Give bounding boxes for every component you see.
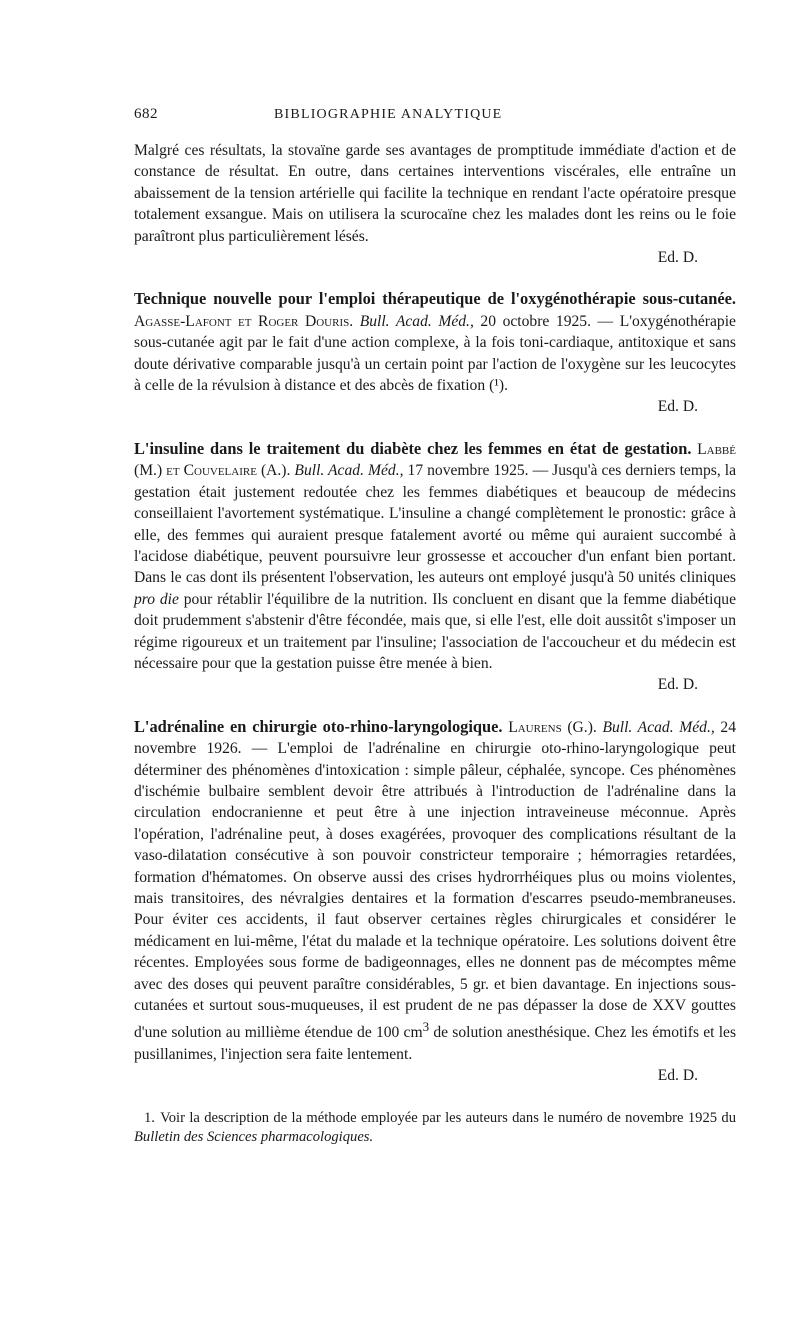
article-title: L'insuline dans le traitement du diabète chez les femmes en état de gestation. [134, 438, 692, 458]
article-journal: Bull. Acad. Méd., [359, 312, 474, 330]
superscript-three: 3 [422, 1019, 430, 1035]
article-signature: Ed. D. [657, 676, 698, 694]
footnote-journal: Bulletin des Sciences pharmacologiques. [134, 1128, 374, 1145]
article-insuline [134, 438, 736, 696]
article-adrenaline [134, 716, 736, 1087]
footnote-reference: (¹). [489, 377, 509, 395]
article-body: 17 novembre 1925. — Jusqu'à ces derniers temps, la gestation était justement redoutée chez les femmes diabétiques et beaucoup de médecins conseillaient l'avortement systématique. L'insuline a changé complètement le pronostic: grâce à elle, des femmes qui auraient presque fatalement avorté ou même qui auraient succombé à l'acidose diabétique, peuvent poursuivre leur grossesse et accoucher d'un enfant bien portant. Dans le cas dont ils présentent l'observation, les auteurs ont employé jusqu'à 50 unités cliniques [134, 462, 737, 587]
article-body: 24 novembre 1926. — L'emploi de l'adrénaline en chirurgie oto-rhino-laryngologique peut déterminer des phénomènes d'intoxication : simple pâleur, céphalée, syncope. Ces phénomènes d'ischémie bulbaire semblent devoir être attribués à l'introduction de l'adrénaline dans la circulation endocranienne et peut être à une injection intraveineuse méconnue. Après l'opération, l'adrénaline peut, à doses exagérées, provoquer des complications résultant de la vaso-dilatation consécutive à son pouvoir constricteur temporaire ; hémorragies retardées, formation d'hématomes. On observe aussi des crises hydrorrhéiques plus ou moins violentes, mais transitoires, des névralgies dentaires et la formation d'escarres pseudo-membraneuses. Pour éviter ces accidents, il faut observer certaines règles chirurgicales et considérer le médicament en lui-même, l'état du malade et la technique opératoire. Les solutions doivent être récentes. Employées sous forme de badigeonnages, elles ne donnent pas de mécomptes même avec des doses qui peuvent paraître considérables, 5 gr. et bien davantage. En injections sous-cutanées et surtout sous-muqueuses, il est prudent de ne pas dépasser la dose de XXV gouttes d'une solution au millième étendue de 100 cm [134, 718, 736, 1042]
article-authors: Laurens (G.). [508, 718, 597, 736]
article-journal: Bull. Acad. Méd., [294, 462, 404, 480]
running-title: BIBLIOGRAPHIE ANALYTIQUE [274, 107, 503, 122]
article-authors: Labbé (M.) et Couvelaire (A.). [134, 440, 736, 480]
intro-text: Malgré ces résultats, la stovaïne garde ses avantages de promptitude immédiate d'action et de constance de résultat. En outre, dans certaines interventions viscérales, elle entraîne un abaissement de la tension artérielle qui facilite la technique en rendant l'acte opératoire presque totalement exsangue. Mais on utilisera la scurocaïne chez les malades dont les reins ou le foie paraîtront plus particulièrement lésés. [134, 142, 736, 245]
article-title: Technique nouvelle pour l'emploi thérapeutique de l'oxygénothérapie sous-cutanée. [134, 289, 736, 309]
article-authors: Agasse-Lafont et Roger Douris. [134, 312, 354, 330]
article-body: 20 octobre 1925. — L'oxygénothérapie sous-cutanée agit par le fait d'une action complexe, à la fois toni-cardiaque, antitoxique et sans doute dérivative comparable jusqu'à un certain point par l'action de l'oxygène sur les leucocytes à celle de la révulsion à distance et des abcès de fixation [134, 312, 736, 395]
article-latin-phrase: pro die [134, 590, 179, 608]
page-number: 682 [134, 106, 158, 122]
intro-paragraph [134, 140, 736, 268]
footnote-text: Voir la description de la méthode employée par les auteurs dans le numéro de novembre 1925 du [160, 1109, 736, 1126]
article-title: L'adrénaline en chirurgie oto-rhino-laryngologique. [134, 716, 503, 736]
article-journal: Bull. Acad. Méd., [602, 718, 715, 736]
footnote [134, 1109, 736, 1147]
intro-signature: Ed. D. [657, 249, 698, 267]
page-header [134, 106, 736, 128]
article-body-continued: pour rétablir l'équilibre de la nutrition. Ils concluent en disant que la femme diabétique doit prudemment s'abstenir d'être fécondée, mais que, si elle l'est, elle doit aussitôt s'imposer un régime rigoureux et un traitement par l'insuline; l'association de l'accoucheur et du médecin est nécessaire pour que la gestation puisse être menée à bien. [134, 590, 736, 672]
article-oxygenotherapie [134, 288, 736, 417]
footnote-number: 1. [144, 1109, 155, 1126]
article-signature: Ed. D. [657, 398, 698, 416]
article-body-continued: de solution anesthésique. Chez les émotifs et les pusillanimes, l'injection sera faite lentement. [134, 1024, 737, 1064]
article-signature: Ed. D. [657, 1067, 698, 1085]
